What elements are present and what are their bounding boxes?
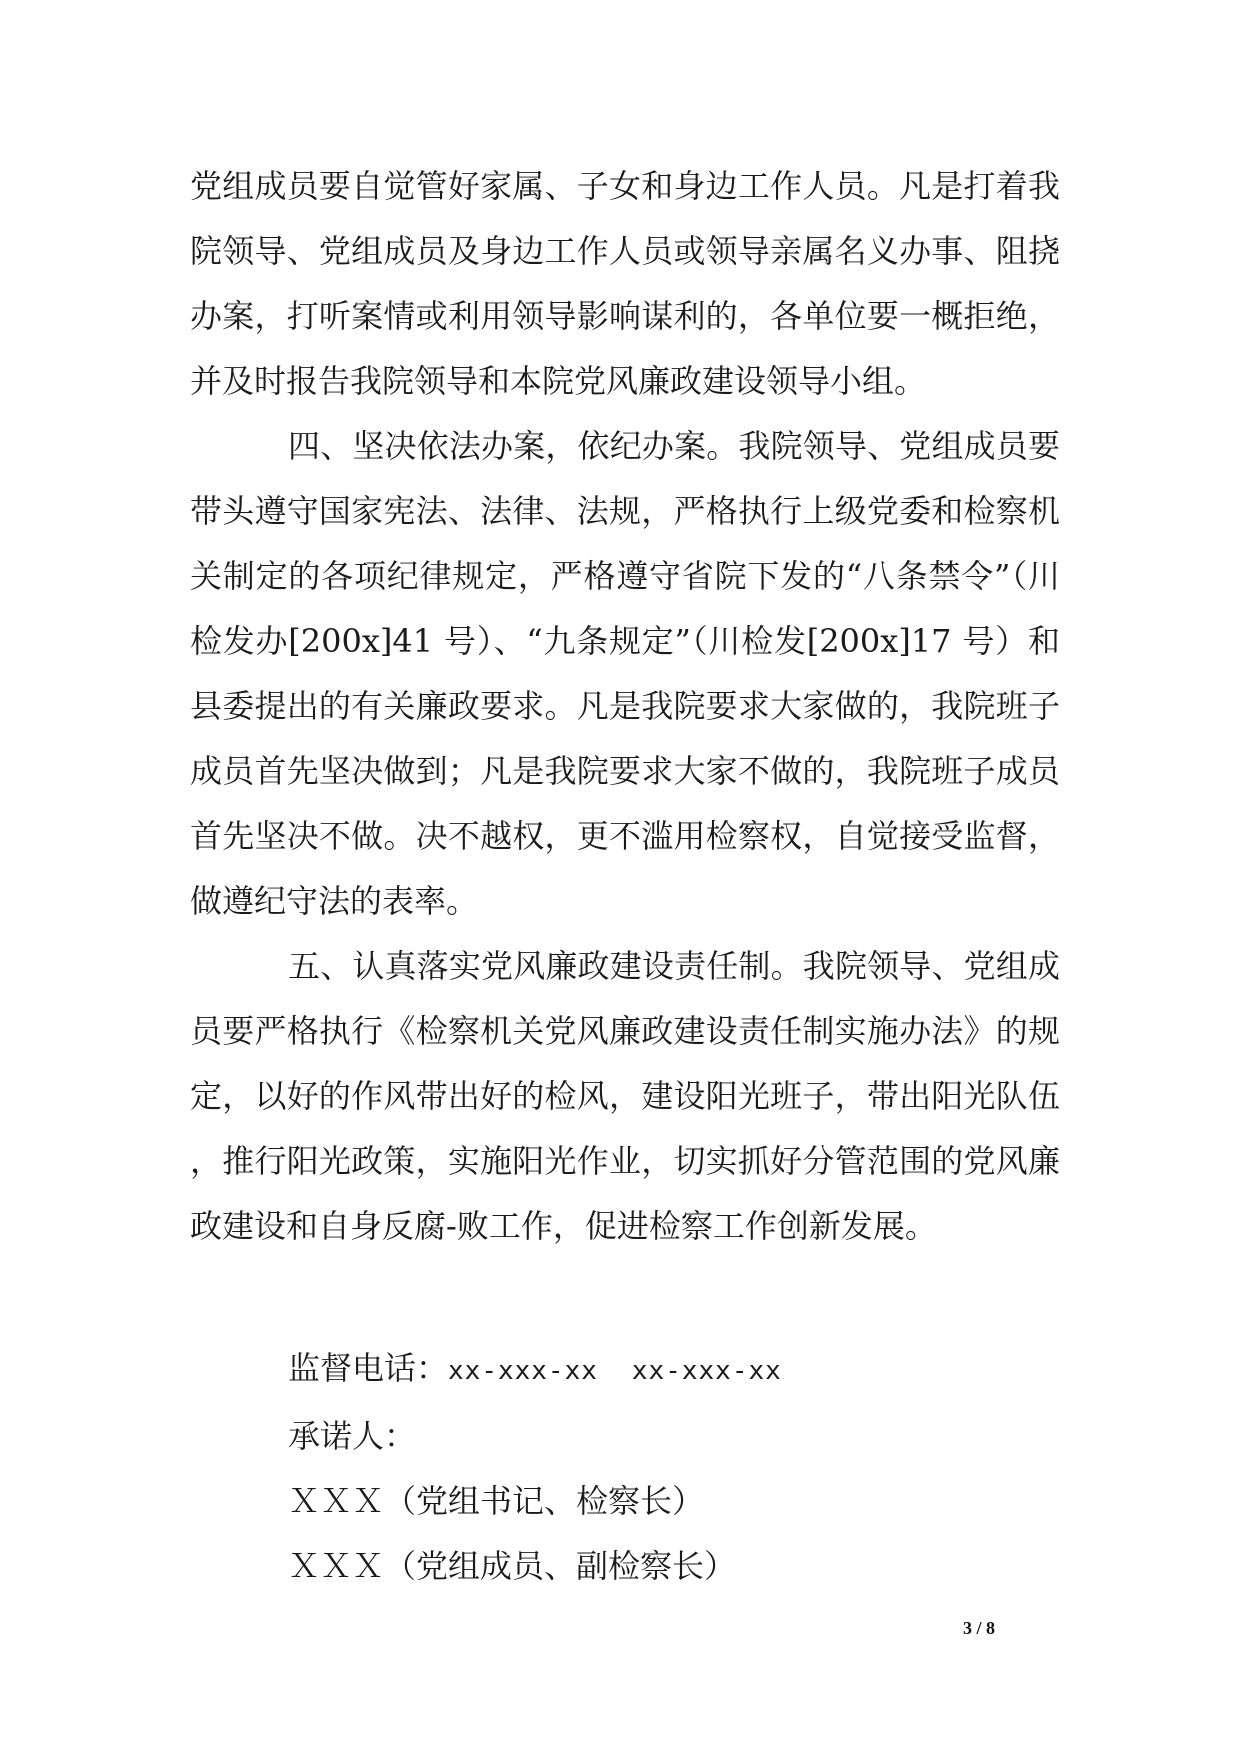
signatory-2: ＸＸＸ（党组成员、副检察长） (288, 1547, 737, 1585)
promisor-label: 承诺人： (288, 1417, 417, 1455)
hotline-line (288, 1336, 782, 1404)
paragraph-section-four: 四、坚决依法办案，依纪办案。我院领导、党组成员要带头遵守国家宪法、法律、法规，严格执行上级党委和检察机关制定的各项纪律规定，严格遵守省院下发的“八条禁令”（川检发办[200x]41 号）、“九条规定”（川检发[200x]17 号）和县委提出的有关廉政要求。凡是我院要求大家做的，我院班子成员首先坚决做到；凡是我院要求大家不做的，我院班子成员首先坚决不做。决不越权，更不滥用检察权，自觉接受监督，做遵纪守法的表率。 (190, 427, 1060, 920)
signature-block (288, 1336, 782, 1599)
hotline-number-2: xx-xxx-xx (631, 1356, 782, 1386)
signatory-1: ＸＸＸ（党组书记、检察长） (288, 1482, 705, 1520)
page-number: 3 / 8 (963, 1618, 996, 1638)
paragraph-section-five: 五、认真落实党风廉政建设责任制。我院领导、党组成员要严格执行《检察机关党风廉政建设责任制实施办法》的规定，以好的作风带出好的检风，建设阳光班子，带出阳光队伍 ，推行阳光政策，实施阳光作业，切实抓好分管范围的党风廉政建设和自身反腐-败工作，促进检察工作创新发展。 (190, 947, 1060, 1245)
hotline-label: 监督电话： (288, 1349, 449, 1387)
paragraph-continuation: 党组成员要自觉管好家属、子女和身边工作人员。凡是打着我院领导、党组成员及身边工作人员或领导亲属名义办事、阻挠办案，打听案情或利用领导影响谋利的，各单位要一概拒绝，并及时报告我院领导和本院党风廉政建设领导小组。 (190, 167, 1060, 400)
hotline-number-1: xx-xxx-xx (448, 1356, 598, 1386)
document-body (190, 154, 1060, 1259)
